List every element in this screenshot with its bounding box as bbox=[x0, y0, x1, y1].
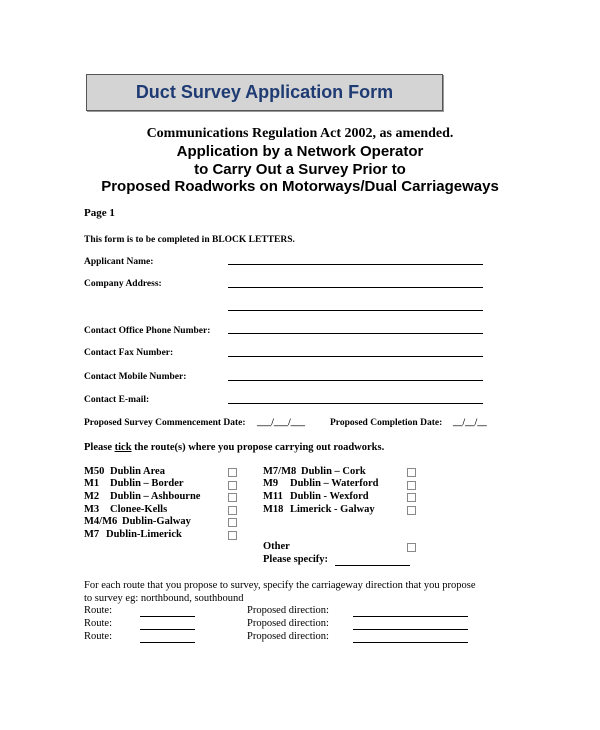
route-checkbox-m11[interactable] bbox=[407, 493, 416, 502]
route-item: M9 Dublin – Waterford bbox=[263, 478, 379, 489]
routes-prompt-pre: Please bbox=[84, 442, 115, 453]
please-specify-label: Please specify: bbox=[263, 554, 329, 565]
route-item: M1 Dublin – Border bbox=[84, 478, 184, 489]
direction-label: Proposed direction: bbox=[247, 605, 329, 616]
route-item: M18 Limerick - Galway bbox=[263, 504, 375, 515]
route-item: M3 Clonee-Kells bbox=[84, 504, 168, 515]
act-reference: Communications Regulation Act 2002, as amended. bbox=[146, 126, 454, 141]
route-checkbox-m18[interactable] bbox=[407, 506, 416, 515]
route-label: Route: bbox=[84, 605, 112, 616]
heading-line-3: Proposed Roadworks on Motorways/Dual Carriageways bbox=[101, 178, 499, 195]
route-checkbox-m2[interactable] bbox=[228, 493, 237, 502]
route-item: M4/M6 Dublin-Galway bbox=[84, 516, 191, 527]
office-phone-label: Contact Office Phone Number: bbox=[84, 326, 211, 336]
route-checkbox-m7-m8[interactable] bbox=[407, 468, 416, 477]
route-item: M7/M8 Dublin – Cork bbox=[263, 466, 366, 477]
company-address-label: Company Address: bbox=[84, 279, 162, 289]
applicant-name-label: Applicant Name: bbox=[84, 257, 154, 267]
routes-prompt-tick: tick bbox=[114, 442, 132, 453]
route-checkbox-m7[interactable] bbox=[228, 531, 237, 540]
route-item: M2 Dublin – Ashbourne bbox=[84, 491, 201, 502]
completion-date-label: Proposed Completion Date: bbox=[330, 418, 443, 428]
route-label: Route: bbox=[84, 618, 112, 629]
direction-field[interactable] bbox=[353, 629, 468, 630]
heading-line-2: to Carry Out a Survey Prior to bbox=[194, 161, 406, 178]
mobile-field[interactable] bbox=[228, 380, 483, 381]
email-field[interactable] bbox=[228, 403, 483, 404]
completion-date-field[interactable]: __/__/__ bbox=[453, 418, 487, 428]
route-checkbox-m3[interactable] bbox=[228, 506, 237, 515]
email-label: Contact E-mail: bbox=[84, 395, 150, 405]
route-item: M7 Dublin-Limerick bbox=[84, 529, 182, 540]
route-item: M50 Dublin Area bbox=[84, 466, 165, 477]
direction-field[interactable] bbox=[353, 616, 468, 617]
page-number: Page 1 bbox=[84, 207, 115, 219]
applicant-name-field[interactable] bbox=[228, 264, 483, 265]
direction-instruction-2: to survey eg: northbound, southbound bbox=[84, 593, 244, 604]
route-field[interactable] bbox=[140, 616, 195, 617]
form-title-box bbox=[86, 74, 443, 111]
instruction: This form is to be completed in BLOCK LETTERS. bbox=[84, 235, 295, 245]
direction-label: Proposed direction: bbox=[247, 631, 329, 642]
direction-field[interactable] bbox=[353, 642, 468, 643]
route-checkbox-m4-m6[interactable] bbox=[228, 518, 237, 527]
office-phone-field[interactable] bbox=[228, 333, 483, 334]
company-address-field-2[interactable] bbox=[228, 310, 483, 311]
routes-prompt-post: the route(s) where you propose carrying out roadworks. bbox=[131, 442, 385, 453]
route-field[interactable] bbox=[140, 642, 195, 643]
route-item: M11 Dublin - Wexford bbox=[263, 491, 369, 502]
route-checkbox-other[interactable] bbox=[407, 543, 416, 552]
other-label: Other bbox=[263, 541, 290, 552]
commencement-date-field[interactable]: ___/___/___ bbox=[257, 418, 306, 428]
company-address-field-1[interactable] bbox=[228, 287, 483, 288]
route-checkbox-m1[interactable] bbox=[228, 481, 237, 490]
fax-field[interactable] bbox=[228, 356, 483, 357]
direction-label: Proposed direction: bbox=[247, 618, 329, 629]
commencement-date-label: Proposed Survey Commencement Date: bbox=[84, 418, 246, 428]
route-field[interactable] bbox=[140, 629, 195, 630]
fax-label: Contact Fax Number: bbox=[84, 348, 174, 358]
mobile-label: Contact Mobile Number: bbox=[84, 372, 187, 382]
please-specify-field[interactable] bbox=[335, 565, 410, 566]
route-label: Route: bbox=[84, 631, 112, 642]
route-checkbox-m9[interactable] bbox=[407, 481, 416, 490]
form-title: Duct Survey Application Form bbox=[135, 82, 394, 102]
direction-instruction-1: For each route that you propose to survey, specify the carriageway direction that you propose bbox=[84, 580, 476, 591]
route-checkbox-m50[interactable] bbox=[228, 468, 237, 477]
heading-line-1: Application by a Network Operator bbox=[176, 143, 424, 160]
routes-prompt bbox=[84, 442, 384, 453]
